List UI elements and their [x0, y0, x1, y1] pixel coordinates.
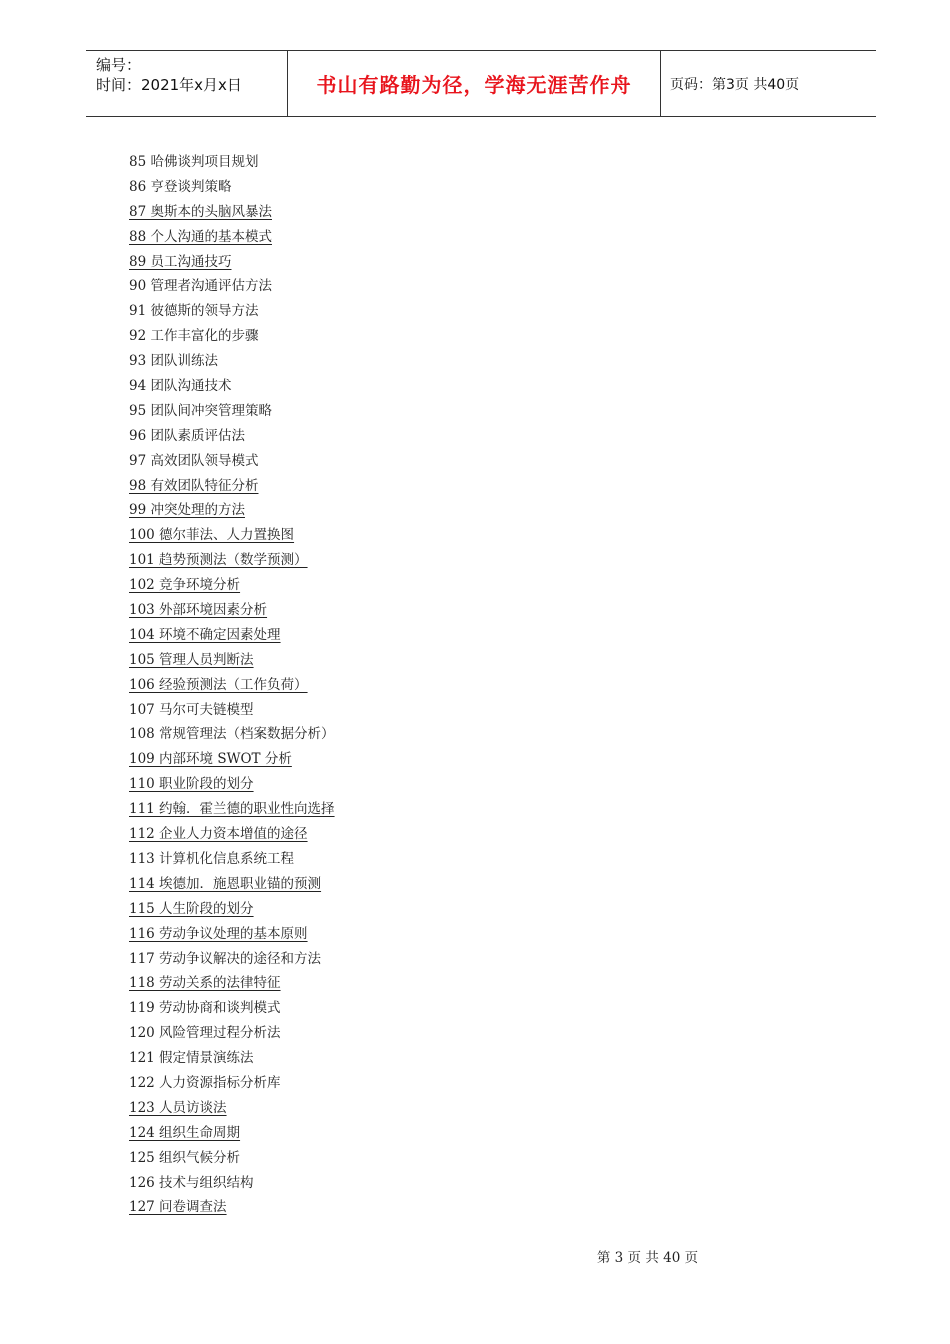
toc-text: 113 计算机化信息系统工程 — [129, 850, 295, 867]
toc-item[interactable] — [129, 1195, 335, 1220]
toc-item — [129, 299, 335, 324]
toc-link[interactable]: 100 德尔菲法、人力置换图 — [129, 527, 295, 544]
toc-link[interactable]: 89 员工沟通技巧 — [129, 253, 232, 270]
toc-link[interactable]: 111 约翰．霍兰德的职业性向选择 — [129, 801, 335, 818]
header-motto-cell — [288, 51, 661, 116]
header-page-info: 页码：第3页 共40页 — [670, 76, 800, 93]
toc-item — [129, 847, 335, 872]
toc-item — [129, 1021, 335, 1046]
toc-item[interactable] — [129, 225, 335, 250]
toc-link[interactable]: 87 奥斯本的头脑风暴法 — [129, 203, 272, 220]
toc-item — [129, 349, 335, 374]
toc-item[interactable] — [129, 623, 335, 648]
toc-link[interactable]: 106 经验预测法（工作负荷） — [129, 676, 308, 693]
toc-text: 107 马尔可夫链模型 — [129, 701, 254, 718]
toc-link[interactable]: 102 竞争环境分析 — [129, 577, 241, 594]
toc-link[interactable]: 116 劳动争议处理的基本原则 — [129, 925, 308, 942]
toc-item — [129, 449, 335, 474]
toc-text: 96 团队素质评估法 — [129, 427, 245, 444]
toc-item[interactable] — [129, 922, 335, 947]
toc-item[interactable] — [129, 250, 335, 275]
number-label: 编号： — [96, 56, 142, 74]
toc-link[interactable]: 104 环境不确定因素处理 — [129, 626, 281, 643]
toc-text: 85 哈佛谈判项目规划 — [129, 154, 259, 170]
toc-text: 125 组织气候分析 — [129, 1149, 241, 1166]
toc-item[interactable] — [129, 598, 335, 623]
toc-item[interactable] — [129, 822, 335, 847]
toc-text: 92 工作丰富化的步骤 — [129, 328, 259, 345]
toc-item — [129, 1071, 335, 1096]
toc-item — [129, 374, 335, 399]
toc-text: 126 技术与组织结构 — [129, 1174, 254, 1191]
toc-item — [129, 399, 335, 424]
toc-item — [129, 324, 335, 349]
toc-item[interactable] — [129, 897, 335, 922]
toc-link[interactable]: 103 外部环境因素分析 — [129, 602, 268, 619]
header-page-info-cell — [661, 51, 876, 116]
toc-item[interactable] — [129, 772, 335, 797]
toc-link[interactable]: 124 组织生命周期 — [129, 1124, 241, 1141]
toc-text: 121 假定情景演练法 — [129, 1050, 254, 1067]
toc-item[interactable] — [129, 573, 335, 598]
toc-text: 119 劳动协商和谈判模式 — [129, 1000, 281, 1017]
toc-link[interactable]: 115 人生阶段的划分 — [129, 900, 254, 917]
footer-page-number: 第 3 页 共 40 页 — [596, 1250, 699, 1266]
toc-text: 108 常规管理法（档案数据分析） — [129, 726, 335, 743]
toc-item — [129, 175, 335, 200]
toc-text: 117 劳动争议解决的途径和方法 — [129, 950, 322, 967]
toc-item — [129, 996, 335, 1021]
toc-link[interactable]: 98 有效团队特征分析 — [129, 477, 259, 494]
toc-item[interactable] — [129, 1121, 335, 1146]
toc-text: 86 亨登谈判策略 — [129, 178, 232, 195]
toc-link[interactable]: 101 趋势预测法（数学预测） — [129, 552, 308, 569]
toc-item — [129, 1146, 335, 1171]
toc-item — [129, 424, 335, 449]
header-motto: 书山有路勤为径，学海无涯苦作舟 — [316, 73, 632, 97]
toc-link[interactable]: 109 内部环境 SWOT 分析 — [129, 751, 292, 768]
toc-item[interactable] — [129, 474, 335, 499]
toc-item — [129, 722, 335, 747]
toc-text: 94 团队沟通技术 — [129, 378, 232, 395]
toc-item — [129, 947, 335, 972]
page-footer — [0, 1246, 950, 1266]
toc-item[interactable] — [129, 1096, 335, 1121]
toc-link[interactable]: 114 埃德加．施恩职业锚的预测 — [129, 875, 322, 892]
toc-item[interactable] — [129, 498, 335, 523]
toc-item[interactable] — [129, 200, 335, 225]
toc-text: 120 风险管理过程分析法 — [129, 1025, 281, 1042]
toc-link[interactable]: 88 个人沟通的基本模式 — [129, 228, 272, 245]
toc-list — [129, 150, 335, 1220]
toc-text: 122 人力资源指标分析库 — [129, 1074, 281, 1091]
toc-item — [129, 698, 335, 723]
toc-item[interactable] — [129, 797, 335, 822]
header-meta — [86, 51, 288, 116]
toc-link[interactable]: 99 冲突处理的方法 — [129, 502, 245, 519]
toc-item — [129, 274, 335, 299]
toc-link[interactable]: 123 人员访谈法 — [129, 1099, 227, 1116]
toc-item — [129, 150, 335, 175]
toc-text: 95 团队间冲突管理策略 — [129, 402, 272, 419]
toc-link[interactable]: 118 劳动关系的法律特征 — [129, 975, 281, 992]
toc-item[interactable] — [129, 523, 335, 548]
toc-item[interactable] — [129, 673, 335, 698]
toc-text: 93 团队训练法 — [129, 353, 218, 370]
toc-item[interactable] — [129, 872, 335, 897]
toc-item — [129, 1046, 335, 1071]
toc-text: 91 彼德斯的领导方法 — [129, 303, 259, 320]
toc-link[interactable]: 127 问卷调查法 — [129, 1199, 227, 1216]
page-header — [86, 50, 876, 117]
toc-item[interactable] — [129, 971, 335, 996]
toc-item — [129, 1171, 335, 1196]
toc-text: 97 高效团队领导模式 — [129, 452, 259, 469]
toc-link[interactable]: 105 管理人员判断法 — [129, 651, 254, 668]
toc-text: 90 管理者沟通评估方法 — [129, 278, 272, 295]
toc-item[interactable] — [129, 648, 335, 673]
toc-item[interactable] — [129, 747, 335, 772]
time-label: 时间：2021年x月x日 — [96, 76, 242, 94]
toc-link[interactable]: 110 职业阶段的划分 — [129, 776, 254, 793]
toc-item[interactable] — [129, 548, 335, 573]
toc-link[interactable]: 112 企业人力资本增值的途径 — [129, 826, 308, 843]
